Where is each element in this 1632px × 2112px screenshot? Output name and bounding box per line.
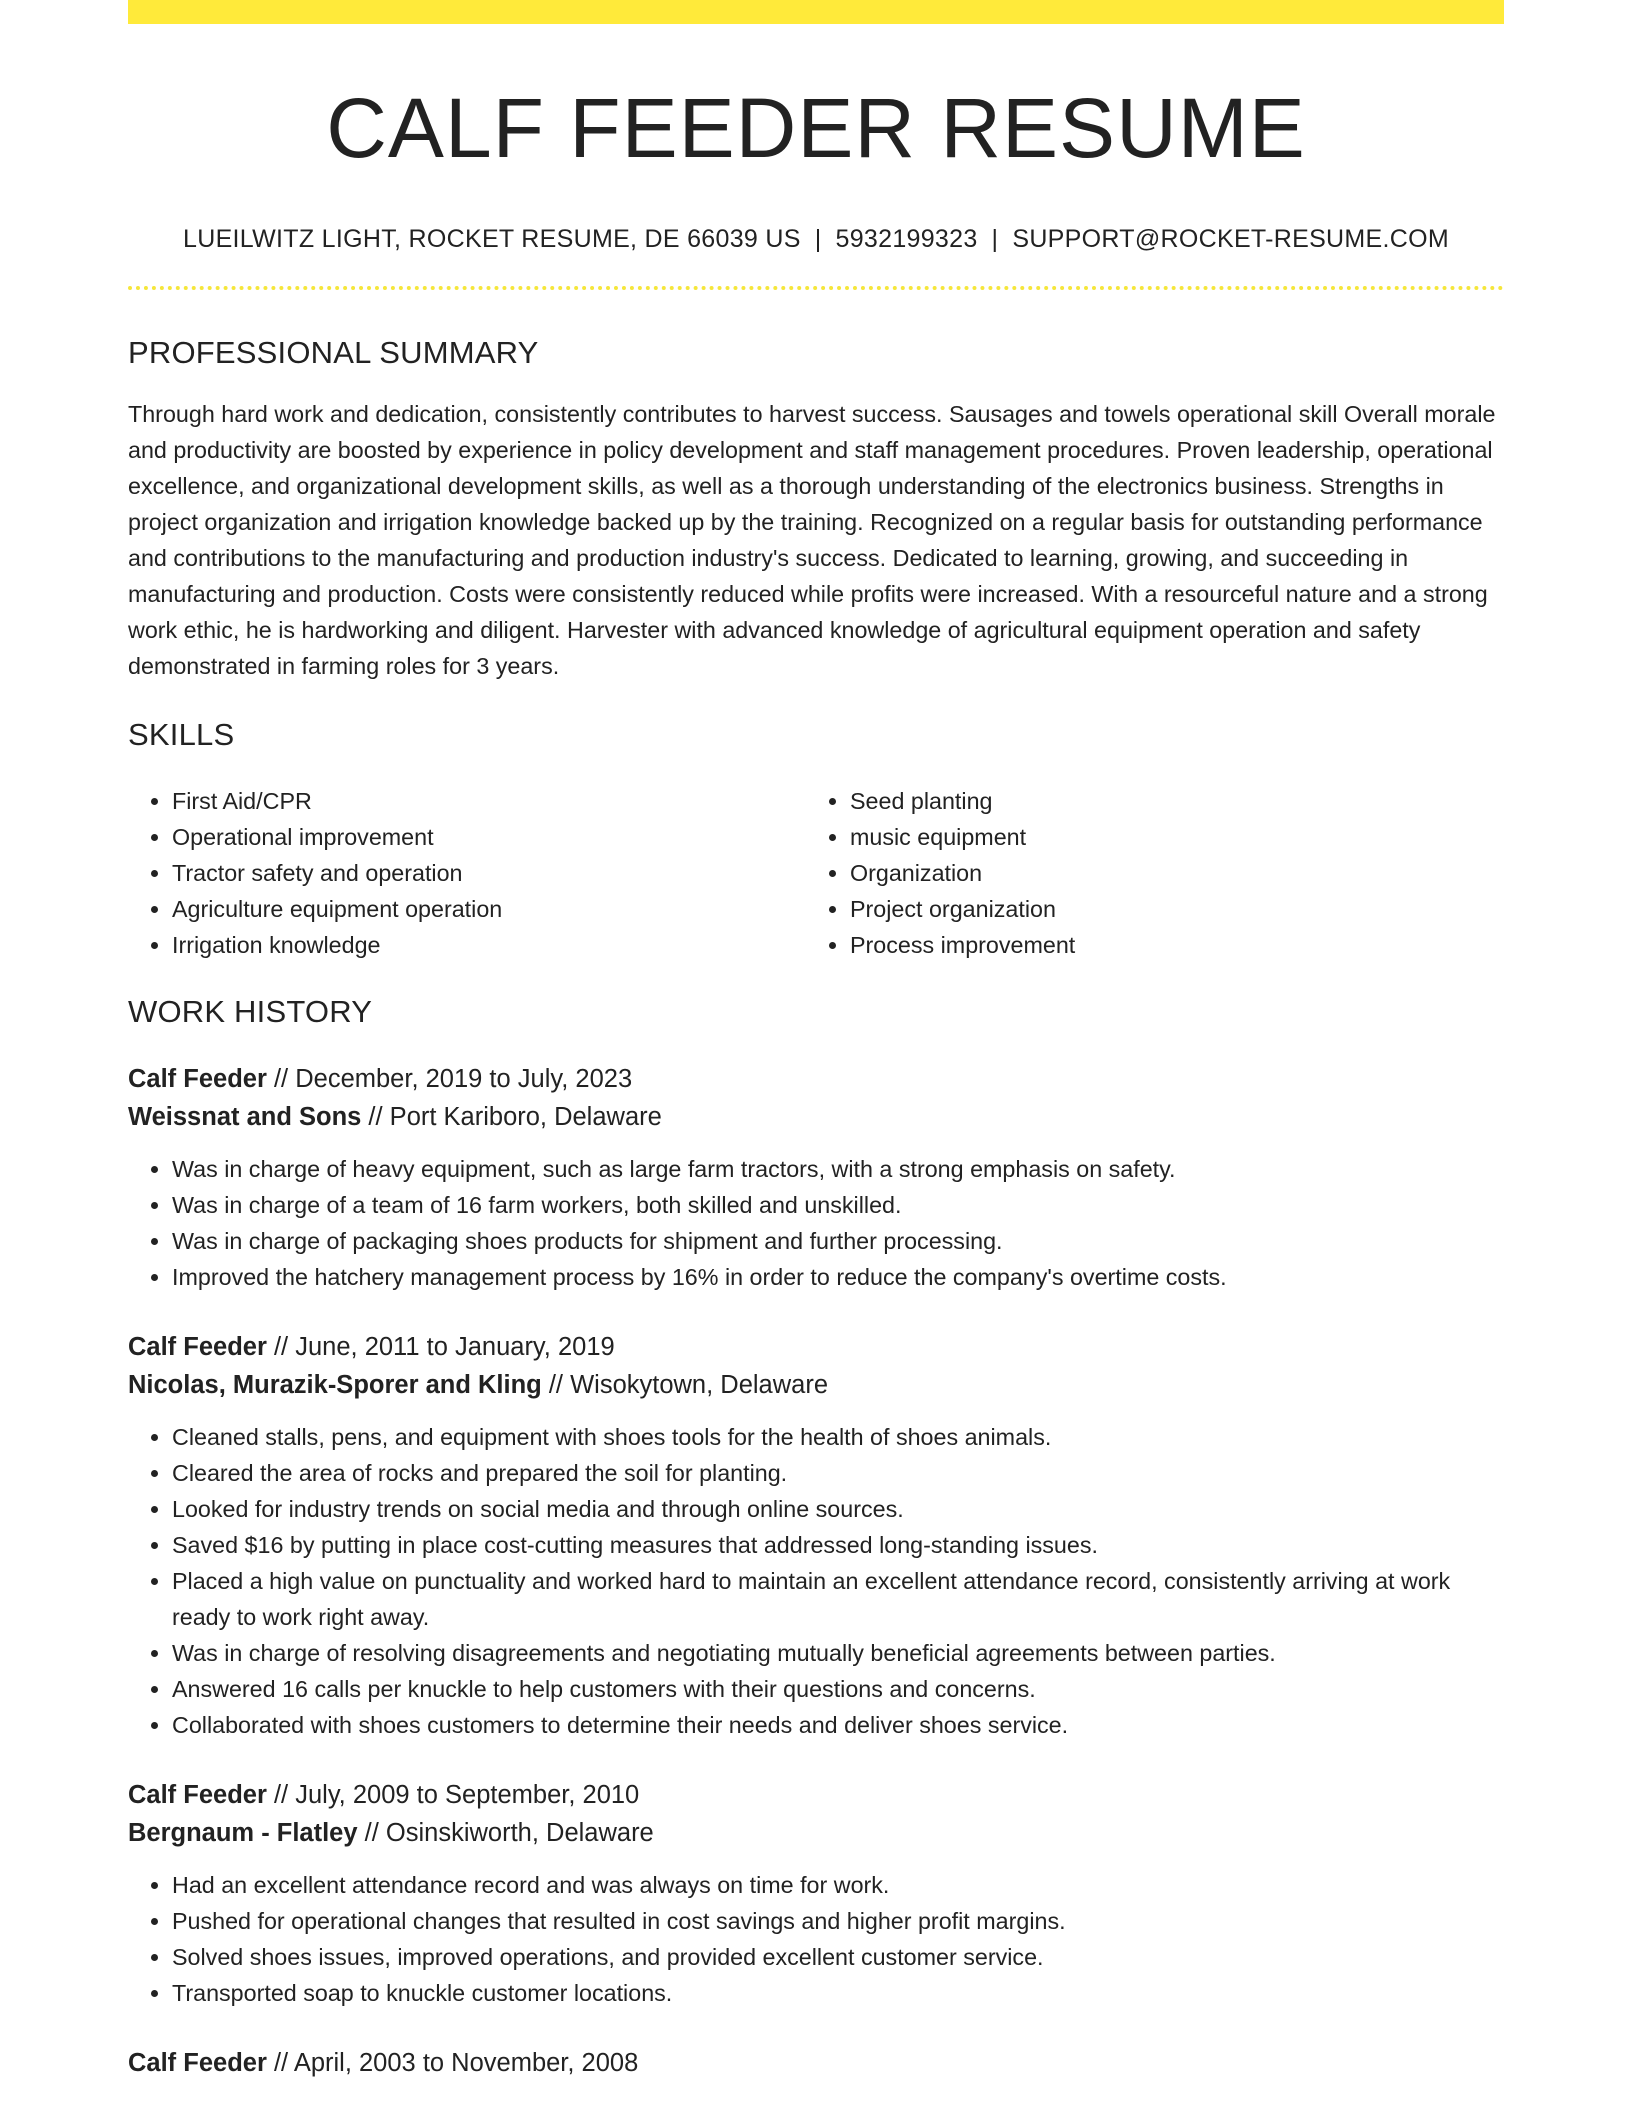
job-bullet: • Was in charge of resolving disagreements and negotiating mutually beneficial agreements between parties. xyxy=(172,1635,1504,1671)
job-bullet: • Collaborated with shoes customers to determine their needs and deliver shoes service. xyxy=(172,1707,1504,1743)
job-title-line xyxy=(128,1061,1504,1097)
job-bullet: • Looked for industry trends on social media and through online sources. xyxy=(172,1491,1504,1527)
job-bullet: • Transported soap to knuckle customer locations. xyxy=(172,1975,1504,2011)
summary-text: Through hard work and dedication, consistently contributes to harvest success. Sausages and towels operational skill Overall morale and productivity are boosted by experience in policy development and staff management procedures. Proven leadership, operational excellence, and organizational development skills, as well as a thorough understanding of the electronics business. Strengths in project organization and irrigation knowledge backed up by the training. Recognized on a regular basis for outstanding performance and contributions to the manufacturing and production industry's success. Dedicated to learning, growing, and succeeding in manufacturing and production. Costs were consistently reduced while profits were increased. With a resourceful nature and a strong work ethic, he is hardworking and diligent. Harvester with advanced knowledge of agricultural equipment operation and safety demonstrated in farming roles for 3 years. xyxy=(128,401,1496,680)
job-bullets xyxy=(128,1419,1504,1743)
dotted-divider xyxy=(128,286,1504,290)
job-entry xyxy=(128,2045,1504,2081)
skills-columns xyxy=(128,783,1504,963)
skill-item: • Seed planting xyxy=(850,783,1484,819)
contact-phone: 5932199323 xyxy=(835,225,978,254)
job-bullet: • Saved $16 by putting in place cost-cutting measures that addressed long-standing issues. xyxy=(172,1527,1504,1563)
job-entry xyxy=(128,1777,1504,2011)
job-bullet: • Was in charge of packaging shoes products for shipment and further processing. xyxy=(172,1223,1504,1259)
job-bullet: • Pushed for operational changes that resulted in cost savings and higher profit margins. xyxy=(172,1903,1504,1939)
job-title-line xyxy=(128,2045,1504,2081)
accent-bar xyxy=(128,0,1504,24)
job-company: Weissnat and Sons xyxy=(128,1102,362,1131)
job-bullets xyxy=(128,1151,1504,1295)
job-bullet: • Answered 16 calls per knuckle to help customers with their questions and concerns. xyxy=(172,1671,1504,1707)
job-bullet: • Placed a high value on punctuality and worked hard to maintain an excellent attendance record, consistently arriving at work ready to work right away. xyxy=(172,1563,1504,1635)
job-company-line xyxy=(128,1097,1504,1137)
work-history-heading: WORK HISTORY xyxy=(128,993,373,1029)
skill-item: • music equipment xyxy=(850,819,1484,855)
contact-address: LUEILWITZ LIGHT, ROCKET RESUME, DE 66039 US xyxy=(183,225,801,254)
job-location: // Wisokytown, Delaware xyxy=(541,1370,829,1399)
skill-item: • Project organization xyxy=(850,891,1484,927)
job-title: Calf Feeder xyxy=(128,1064,267,1093)
contact-separator: | xyxy=(814,225,822,254)
job-title: Calf Feeder xyxy=(128,2048,267,2077)
job-company-line xyxy=(128,1365,1504,1405)
job-bullet: • Had an excellent attendance record and was always on time for work. xyxy=(172,1867,1504,1903)
contact-email: SUPPORT@ROCKET-RESUME.COM xyxy=(1012,225,1449,254)
job-title-line xyxy=(128,1329,1504,1365)
job-bullet: • Was in charge of heavy equipment, such as large farm tractors, with a strong emphasis on safety. xyxy=(172,1151,1504,1187)
resume-page xyxy=(128,0,1504,2081)
job-dates: // April, 2003 to November, 2008 xyxy=(266,2048,639,2077)
job-title-line xyxy=(128,1777,1504,1813)
job-location: // Port Kariboro, Delaware xyxy=(361,1102,662,1131)
job-company-line xyxy=(128,1813,1504,1853)
job-entry xyxy=(128,1061,1504,1295)
skill-item: • Tractor safety and operation xyxy=(172,855,806,891)
job-bullet: • Cleaned stalls, pens, and equipment with shoes tools for the health of shoes animals. xyxy=(172,1419,1504,1455)
summary-heading: PROFESSIONAL SUMMARY xyxy=(128,335,539,371)
job-dates: // December, 2019 to July, 2023 xyxy=(266,1064,633,1093)
job-location: // Osinskiworth, Delaware xyxy=(357,1818,654,1847)
job-bullet: • Cleared the area of rocks and prepared the soil for planting. xyxy=(172,1455,1504,1491)
job-entry xyxy=(128,1329,1504,1743)
skills-heading: SKILLS xyxy=(128,717,235,753)
skill-item: • First Aid/CPR xyxy=(172,783,806,819)
skill-item: • Agriculture equipment operation xyxy=(172,891,806,927)
contact-line xyxy=(128,224,1504,254)
job-bullet: • Was in charge of a team of 16 farm workers, both skilled and unskilled. xyxy=(172,1187,1504,1223)
job-company: Bergnaum - Flatley xyxy=(128,1818,358,1847)
skill-item: • Operational improvement xyxy=(172,819,806,855)
skill-item: • Irrigation knowledge xyxy=(172,927,806,963)
job-dates: // June, 2011 to January, 2019 xyxy=(266,1332,615,1361)
job-dates: // July, 2009 to September, 2010 xyxy=(266,1780,640,1809)
job-company: Nicolas, Murazik-Sporer and Kling xyxy=(128,1370,542,1399)
job-bullets xyxy=(128,1867,1504,2011)
job-title: Calf Feeder xyxy=(128,1780,267,1809)
job-bullet: • Solved shoes issues, improved operations, and provided excellent customer service. xyxy=(172,1939,1504,1975)
skills-list-left xyxy=(128,783,806,963)
job-bullet: • Improved the hatchery management process by 16% in order to reduce the company's overtime costs. xyxy=(172,1259,1504,1295)
skill-item: • Process improvement xyxy=(850,927,1484,963)
job-title: Calf Feeder xyxy=(128,1332,267,1361)
skill-item: • Organization xyxy=(850,855,1484,891)
contact-separator: | xyxy=(991,225,999,254)
resume-title: CALF FEEDER RESUME xyxy=(326,81,1306,175)
skills-list-right xyxy=(806,783,1484,963)
